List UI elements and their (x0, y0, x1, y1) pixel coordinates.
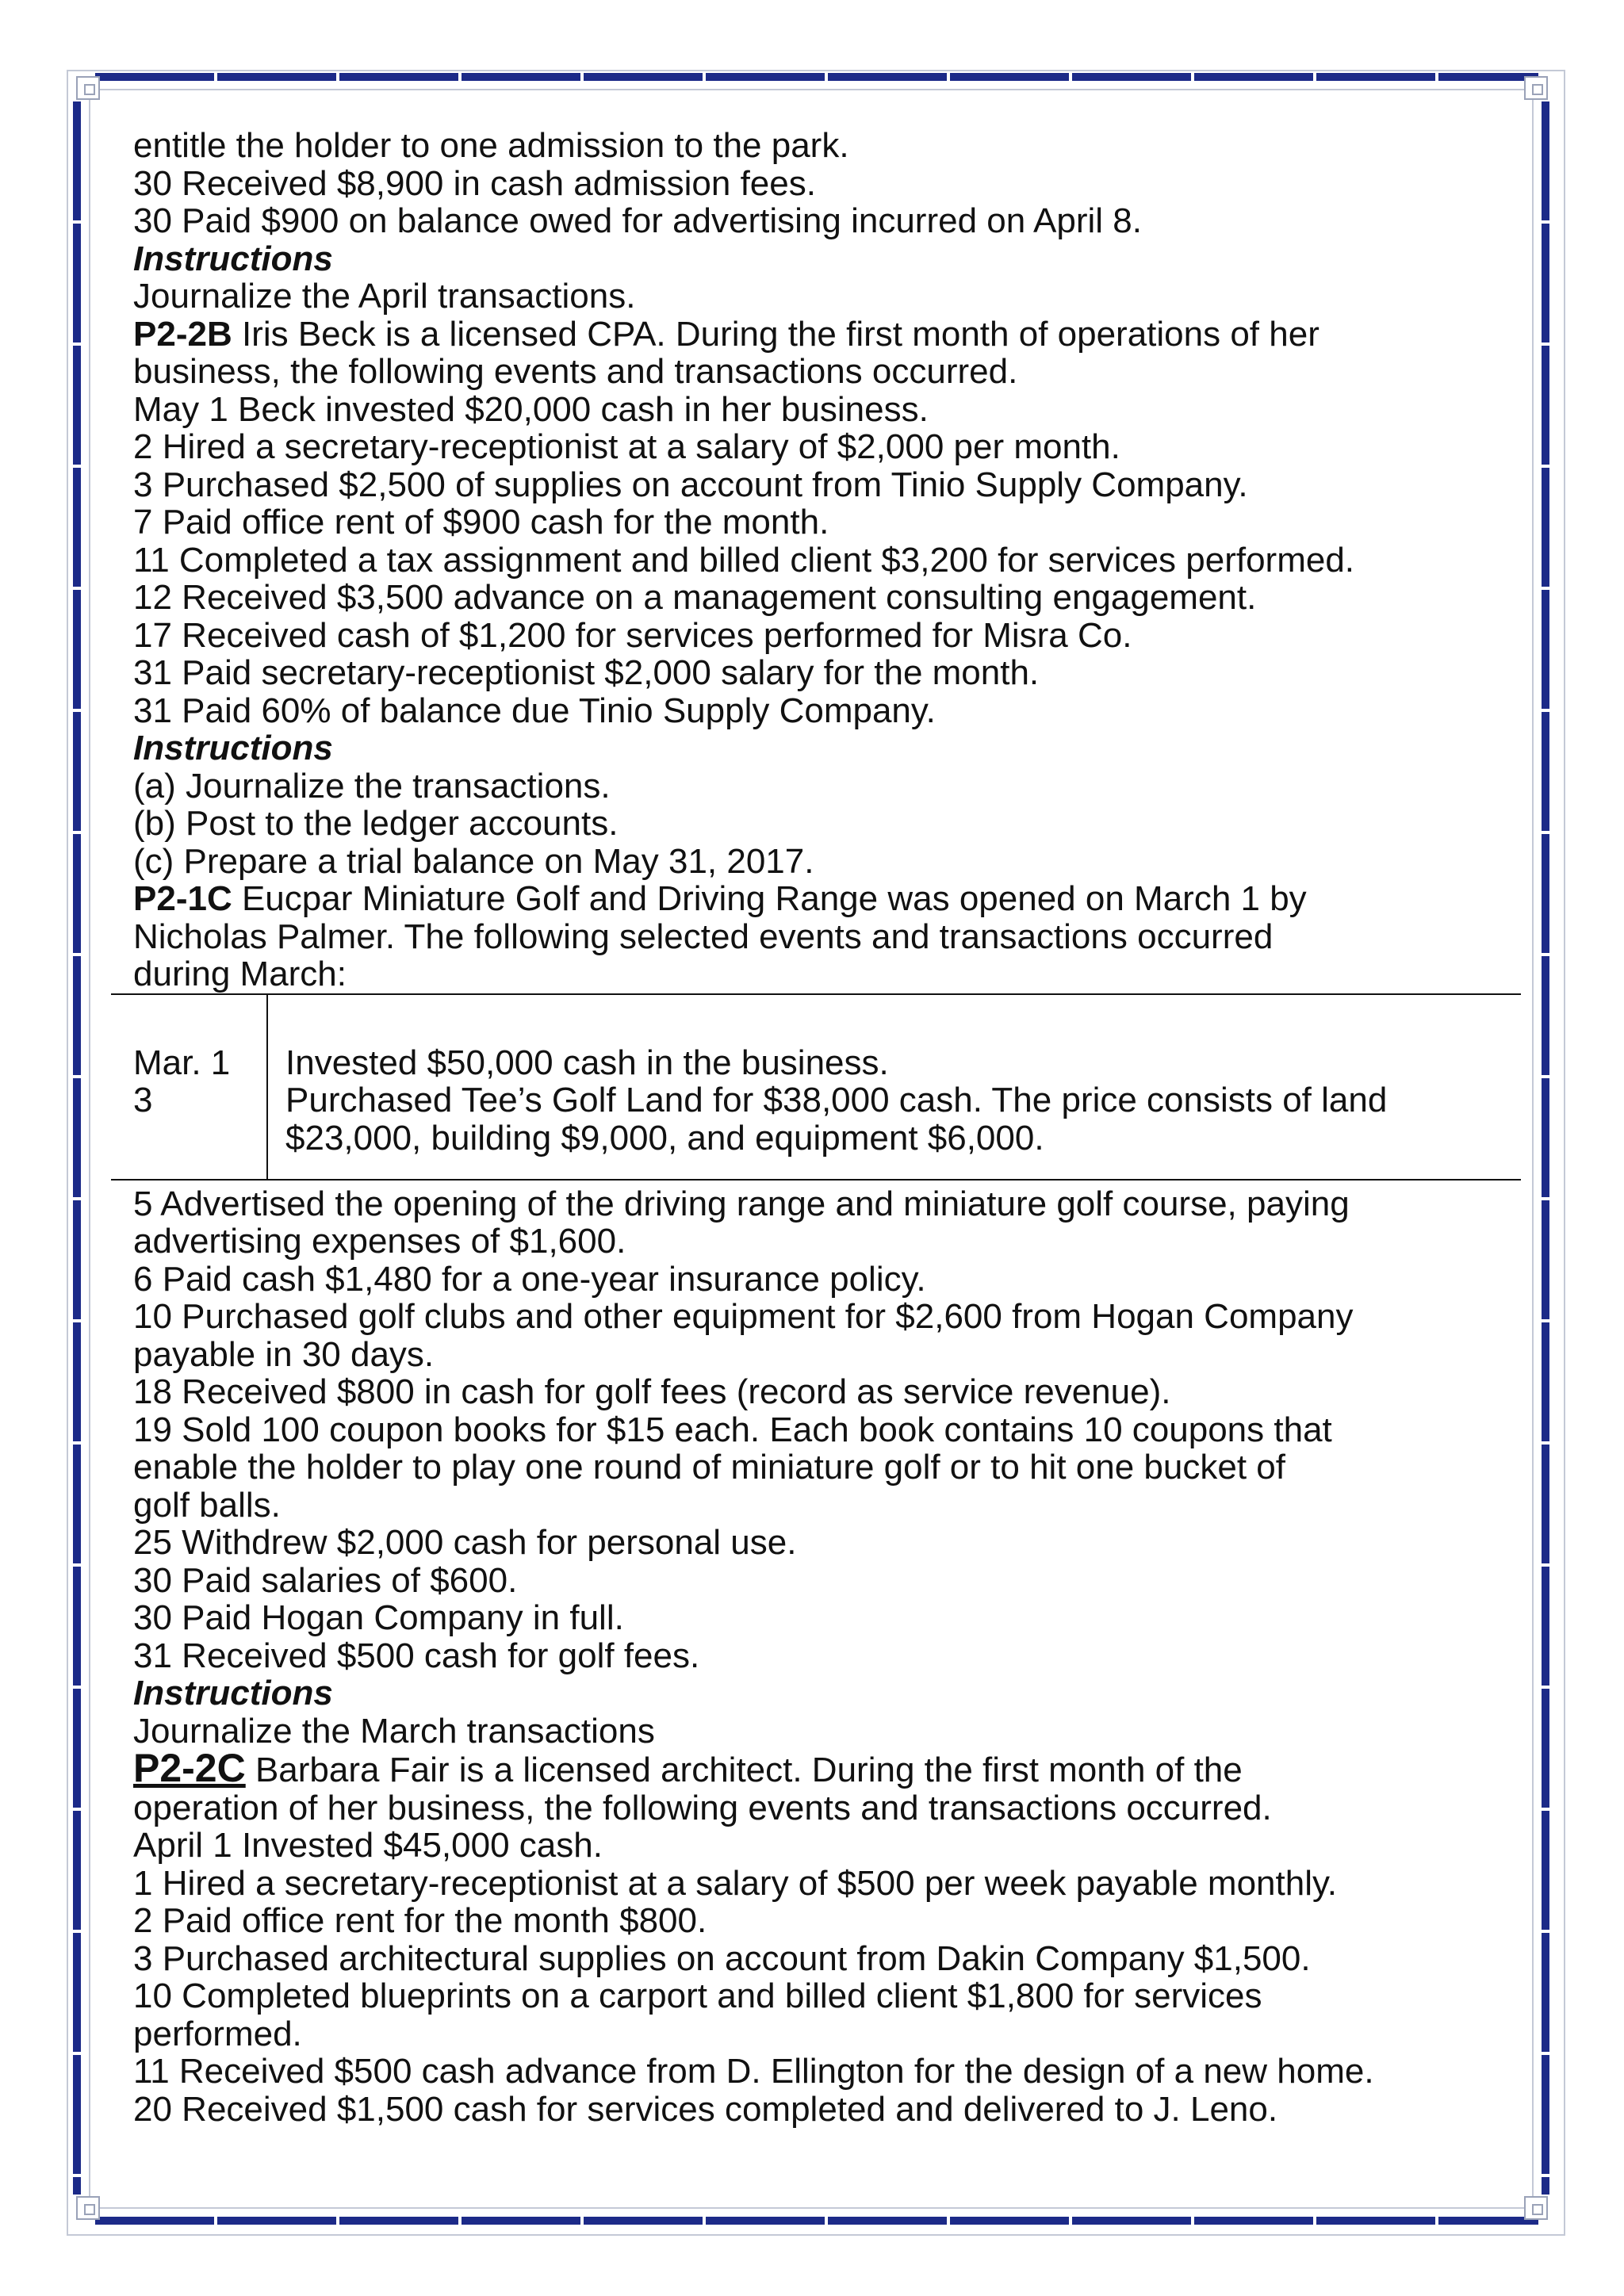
table-entry: Invested $50,000 cash in the business. (285, 1043, 889, 1082)
table-entry: $23,000, building $9,000, and equipment $6,000. (285, 1118, 1044, 1158)
text-line: 1 Hired a secretary-receptionist at a salary of $500 per week payable monthly. (133, 1863, 1337, 1903)
problem-intro-text: Barbara Fair is a licensed architect. During the first month of the (245, 1751, 1243, 1789)
page-border-right (1542, 101, 1549, 2195)
problem-intro-line (133, 1746, 1529, 1790)
page-border-top (95, 73, 1538, 81)
text-line: during March: (133, 955, 347, 993)
border-corner-ornament (1524, 76, 1548, 100)
text-line: 19 Sold 100 coupon books for $15 each. Each book contains 10 coupons that (133, 1410, 1332, 1449)
transactions-table (111, 993, 1521, 1181)
text-line: business, the following events and transactions occurred. (133, 352, 1018, 391)
text-line: 7 Paid office rent of $900 cash for the month. (133, 503, 829, 541)
text-block-march-april (133, 1185, 1529, 2129)
text-line: 31 Received $500 cash for golf fees. (133, 1636, 700, 1675)
text-line: Nicholas Palmer. The following selected events and transactions occurred (133, 916, 1274, 956)
table-entry: Purchased Tee’s Golf Land for $38,000 cash. The price consists of land (285, 1081, 1388, 1119)
table-column-divider (266, 995, 268, 1179)
text-line: advertising expenses of $1,600. (133, 1222, 626, 1261)
text-line: 11 Received $500 cash advance from D. Ellington for the design of a new home. (133, 2052, 1374, 2091)
problem-intro-text: Eucpar Miniature Golf and Driving Range was opened on March 1 by (232, 879, 1307, 918)
text-line: Journalize the March transactions (133, 1711, 655, 1751)
text-line: 25 Withdrew $2,000 cash for personal use. (133, 1523, 797, 1562)
text-line: 30 Received $8,900 in cash admission fees. (133, 163, 816, 203)
text-line: 3 Purchased $2,500 of supplies on account from Tinio Supply Company. (133, 465, 1248, 504)
problem-number: P2-1C (133, 879, 232, 918)
text-line: 5 Advertised the opening of the driving range and miniature golf course, paying (133, 1184, 1350, 1223)
text-line: 2 Hired a secretary-receptionist at a salary of $2,000 per month. (133, 427, 1120, 466)
text-line: 30 Paid Hogan Company in full. (133, 1598, 624, 1637)
text-line: 30 Paid salaries of $600. (133, 1560, 518, 1600)
document-body (133, 127, 1529, 2128)
text-line: 20 Received $1,500 cash for services completed and delivered to J. Leno. (133, 2089, 1278, 2129)
problem-intro-line (133, 880, 1529, 918)
page-border-bottom (95, 2217, 1538, 2225)
text-line: performed. (133, 2014, 302, 2053)
text-line: 2 Paid office rent for the month $800. (133, 1901, 707, 1940)
text-line: 3 Purchased architectural supplies on account from Dakin Company $1,500. (133, 1938, 1311, 1978)
table-date: 3 (133, 1081, 153, 1119)
text-line: 10 Completed blueprints on a carport and billed client $1,800 for services (133, 1976, 1262, 2015)
text-line: (b) Post to the ledger accounts. (133, 804, 619, 843)
text-line: entitle the holder to one admission to the park. (133, 126, 849, 165)
problem-intro-line (133, 316, 1529, 354)
text-line: 30 Paid $900 on balance owed for advertising incurred on April 8. (133, 201, 1142, 240)
text-line: operation of her business, the following events and transactions occurred. (133, 1788, 1272, 1827)
table-date-column (133, 1044, 260, 1119)
text-line: May 1 Beck invested $20,000 cash in her business. (133, 389, 929, 429)
instructions-heading: Instructions (133, 239, 333, 278)
text-line: enable the holder to play one round of miniature golf or to hit one bucket of (133, 1448, 1285, 1487)
text-block-april-may (133, 127, 1529, 993)
text-line: 31 Paid secretary-receptionist $2,000 salary for the month. (133, 653, 1040, 692)
text-line: 18 Received $800 in cash for golf fees (record as service revenue). (133, 1372, 1171, 1411)
text-line: payable in 30 days. (133, 1334, 435, 1374)
problem-number: P2-2C (133, 1746, 246, 1790)
border-corner-ornament (76, 2196, 100, 2220)
text-line: Journalize the April transactions. (133, 277, 636, 316)
page-border-left (73, 101, 81, 2195)
text-line: 6 Paid cash $1,480 for a one-year insurance policy. (133, 1259, 926, 1299)
border-corner-ornament (1524, 2196, 1548, 2220)
table-description-column (285, 1044, 1515, 1158)
text-line: (c) Prepare a trial balance on May 31, 2017. (133, 841, 814, 881)
border-corner-ornament (76, 76, 100, 100)
instructions-heading: Instructions (133, 729, 333, 767)
text-line: 17 Received cash of $1,200 for services performed for Misra Co. (133, 615, 1132, 655)
instructions-heading: Instructions (133, 1674, 333, 1712)
text-line: (a) Journalize the transactions. (133, 766, 611, 806)
text-line: April 1 Invested $45,000 cash. (133, 1826, 603, 1865)
text-line: 11 Completed a tax assignment and billed client $3,200 for services performed. (133, 540, 1355, 580)
text-line: 12 Received $3,500 advance on a management consulting engagement. (133, 578, 1257, 617)
problem-number: P2-2B (133, 314, 232, 354)
problem-intro-text: Iris Beck is a licensed CPA. During the first month of operations of her (232, 314, 1320, 354)
text-line: 10 Purchased golf clubs and other equipment for $2,600 from Hogan Company (133, 1297, 1354, 1336)
text-line: golf balls. (133, 1485, 281, 1525)
table-date: Mar. 1 (133, 1043, 231, 1082)
text-line: 31 Paid 60% of balance due Tinio Supply Company. (133, 691, 936, 730)
